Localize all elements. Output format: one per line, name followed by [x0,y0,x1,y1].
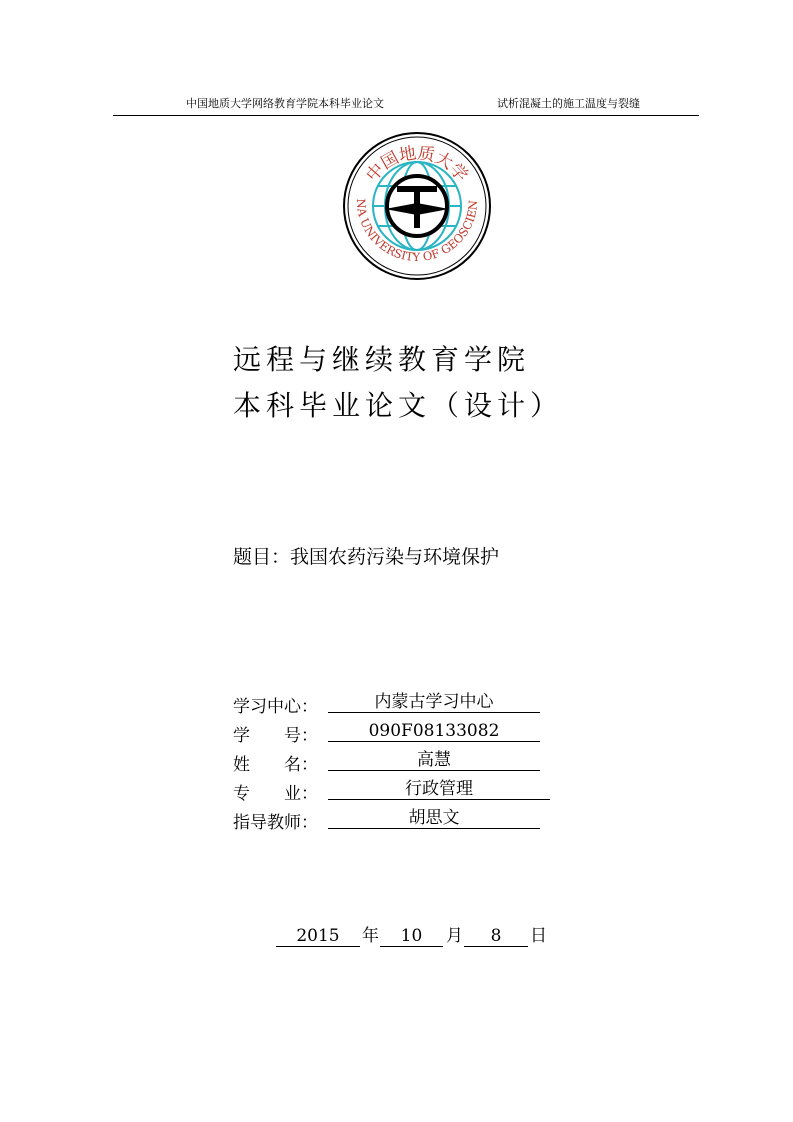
header-right-text: 试析混凝土的施工温度与裂缝 [497,97,640,110]
field-value: 090F08133082 [328,721,540,742]
date-month-char: 月 [446,926,463,946]
field-label: 姓 名： [233,755,318,775]
header-left-text: 中国地质大学网络教育学院本科毕业论文 [186,97,384,110]
date-day-char: 日 [530,926,547,946]
field-value: 高慧 [328,750,540,771]
field-label: 学习中心： [233,697,318,717]
thesis-topic: 题目：我国农药污染与环境保护 [233,546,500,568]
title-line-2: 本科毕业论文（设计） [233,389,564,422]
field-label: 专 业： [233,784,318,804]
submission-date [0,926,793,948]
date-day: 8 [464,926,528,947]
field-label: 指导教师： [233,813,318,833]
university-seal-logo [340,131,494,281]
field-value: 行政管理 [328,779,550,800]
svg-text:CHINA UNIVERSITY OF GEOSCIENCE: NA UNIVERSITY OF GEOSCIEN [353,198,481,265]
field-value: 内蒙古学习中心 [328,692,540,713]
date-month: 10 [380,926,443,947]
date-year-char: 年 [362,926,379,946]
title-line-1: 远程与继续教育学院 [233,343,531,376]
date-year: 2015 [276,926,360,947]
field-value: 胡思文 [328,808,540,829]
page-header [113,95,699,116]
svg-text:中国地质大学: 中国地质大学 [362,143,472,186]
field-label: 学 号： [233,726,318,746]
